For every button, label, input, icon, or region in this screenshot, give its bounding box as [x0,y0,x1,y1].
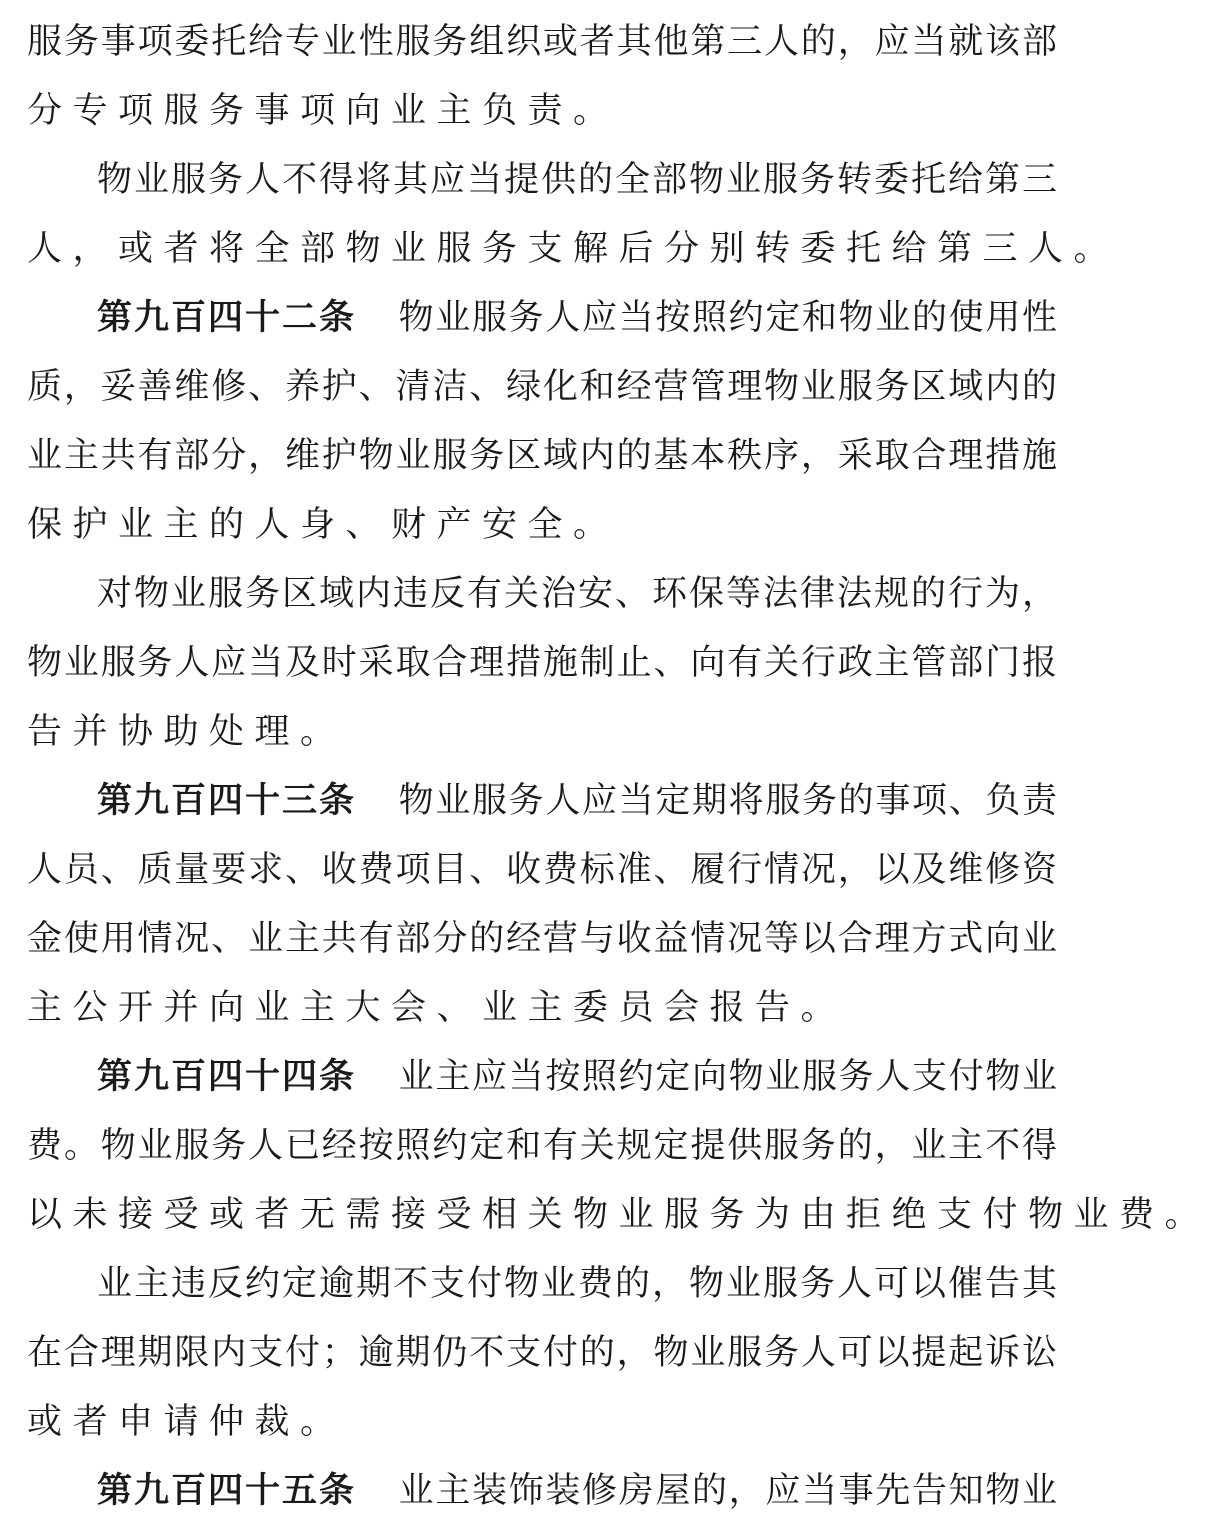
text-line: 对物业服务区域内违反有关治安、环保等法律法规的行为， [97,574,1057,614]
text-line: 以未接受或者无需接受相关物业服务为由拒绝支付物业费。 [27,1195,1210,1235]
text-line: 物业服务人应当按照约定和物业的使用性 [397,298,1057,338]
text-line: 业主违反约定逾期不支付物业费的，物业服务人可以催告其 [97,1264,1057,1304]
text-line: 物业服务人应当定期将服务的事项、负责 [397,781,1057,821]
article-title-942: 第九百四十二条 [97,298,354,338]
article-942-first-line [97,293,1057,343]
text-line: 或者申请仲裁。 [27,1402,346,1442]
article-title-944: 第九百四十四条 [97,1057,354,1097]
text-line: 费。物业服务人已经按照约定和有关规定提供服务的，业主不得 [27,1126,1057,1166]
text-line: 金使用情况、业主共有部分的经营与收益情况等以合理方式向业 [27,919,1057,959]
text-line: 质，妥善维修、养护、清洁、绿化和经营管理物业服务区域内的 [27,367,1057,407]
text-line: 在合理期限内支付；逾期仍不支付的，物业服务人可以提起诉讼 [27,1333,1057,1373]
article-945-first-line [97,1466,1057,1516]
article-943-first-line [97,776,1057,826]
text-line: 业主应当按照约定向物业服务人支付物业 [397,1057,1057,1097]
text-line: 人，或者将全部物业服务支解后分别转委托给第三人。 [27,229,1120,269]
article-title-943: 第九百四十三条 [97,781,354,821]
text-line: 人员、质量要求、收费项目、收费标准、履行情况，以及维修资 [27,850,1057,890]
text-line: 告并协助处理。 [27,712,346,752]
article-944-first-line [97,1052,1057,1102]
article-title-945: 第九百四十五条 [97,1471,354,1511]
text-line: 保护业主的人身、财产安全。 [27,505,619,545]
text-line: 业主装饰装修房屋的，应当事先告知物业 [397,1471,1057,1511]
text-line: 主公开并向业主大会、业主委员会报告。 [27,988,847,1028]
text-line: 物业服务人应当及时采取合理措施制止、向有关行政主管部门报 [27,643,1057,683]
text-line: 服务事项委托给专业性服务组织或者其他第三人的，应当就该部 [27,22,1057,62]
text-line: 分专项服务事项向业主负责。 [27,91,619,131]
text-line: 业主共有部分，维护物业服务区域内的基本秩序，采取合理措施 [27,436,1057,476]
text-line: 物业服务人不得将其应当提供的全部物业服务转委托给第三 [97,160,1057,200]
